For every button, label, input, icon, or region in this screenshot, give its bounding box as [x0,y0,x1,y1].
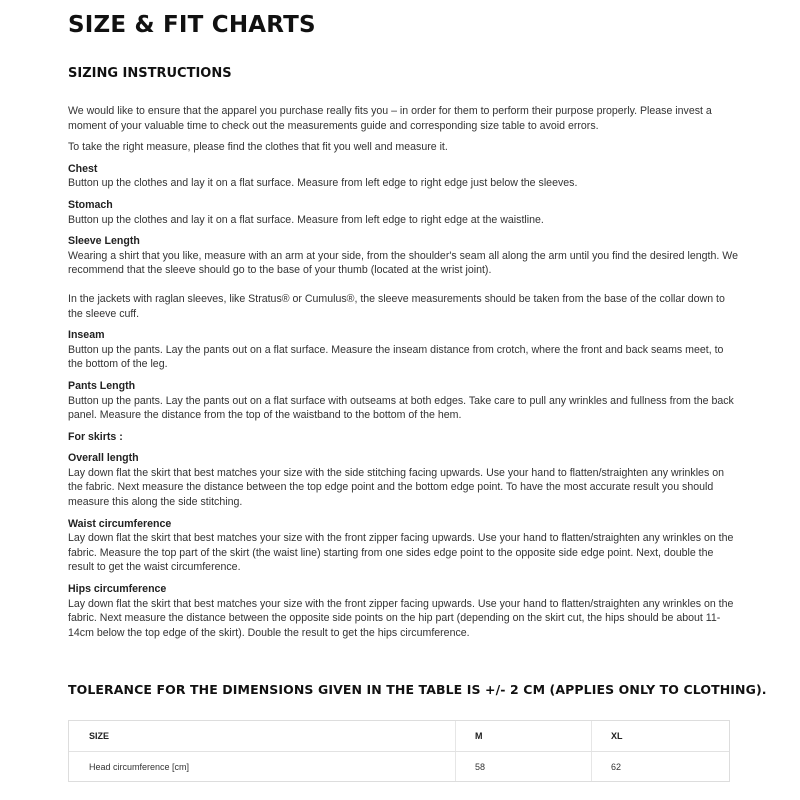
inseam-heading: Inseam [68,329,105,342]
overall-length-heading: Overall length [68,452,139,465]
pants-length-heading: Pants Length [68,379,136,392]
waist-circumference-text: Lay down flat the skirt that best matches your size with the front zipper facing upwards. Use your hand to flatten/straighten any wrinkles on the fabric. Measure the top part of the skirt (the waist line) starting from one sides edge point to the opposite side edge point. Next, double the result to get the waist circumference. [68,532,734,574]
chest-heading: Chest [68,162,98,175]
header-m: M [475,731,483,741]
sizing-instructions [68,104,738,640]
header-size: SIZE [89,731,110,741]
raglan-note-text: In the jackets with raglan sleeves, like Stratus® or Cumulus®, the sleeve measurements should be taken from the base of the collar down to the sleeve cuff. [68,292,725,320]
stomach-heading: Stomach [68,198,113,211]
overall-length-text: Lay down flat the skirt that best matches your size with the side stitching facing upwards. Use your hand to flatten/straighten any wrinkles on the fabric. Next measure the distance between the top edge point and the bottom edge point. To have the most accurate result you should measure this along the side stitching. [68,466,724,509]
row-label-head-circumference: Head circumference [cm] [89,762,190,772]
hips-circumference-heading: Hips circumference [68,583,167,596]
cell-m-value: 58 [475,762,486,772]
tolerance-heading: TOLERANCE FOR THE DIMENSIONS GIVEN IN THE TABLE IS +/- 2 CM (APPLIES ONLY TO CLOTHING). [68,682,767,697]
stomach-text: Button up the clothes and lay it on a flat surface. Measure from left edge to right edge at the waistline. [68,213,544,226]
pants-length-text: Button up the pants. Lay the pants out on a flat surface with outseams at both edges. Take care to pull any wrinkles and fullness from the back panel. Measure the distance from the top of the waistband to the bottom of the hem. [68,394,734,422]
measure-tip-text: To take the right measure, please find the clothes that fit you well and measure it. [68,141,448,154]
waist-circumference-heading: Waist circumference [68,517,172,530]
table-row [69,752,729,782]
sleeve-length-text: Wearing a shirt that you like, measure with an arm at your side, from the shoulder's seam all along the arm until you find the desired length. We recommend that the sleeve should go to the base of your thumb (located at the wrist joint). [68,249,738,277]
hips-circumference-text: Lay down flat the skirt that best matches your size with the front zipper facing upwards. Use your hand to flatten/straighten any wrinkles on the fabric. Next measure the distance between the opposite side points on the hip part (depending on the skirt cut, the hips should be about 11-14cm below the top edge of the skirt). Double the result to get the hips circumference. [68,597,734,639]
chest-text: Button up the clothes and lay it on a flat surface. Measure from left edge to right edge just below the sleeves. [68,177,578,190]
header-xl: XL [611,731,623,741]
cell-xl-value: 62 [611,762,622,772]
size-table [68,720,730,782]
section-title-sizing: SIZING INSTRUCTIONS [68,66,232,81]
skirts-heading: For skirts : [68,430,123,443]
intro-text: We would like to ensure that the apparel you purchase really fits you – in order for them to perform their purpose properly. Please invest a moment of your valuable time to check out the measurements guide and corresponding size table to avoid errors. [68,105,712,132]
inseam-text: Button up the pants. Lay the pants out on a flat surface. Measure the inseam distance from crotch, where the front and back seams meet, to the bottom of the leg. [68,343,724,371]
sleeve-length-heading: Sleeve Length [68,235,140,248]
page-title: SIZE & FIT CHARTS [68,12,316,38]
table-header-row [69,721,729,752]
